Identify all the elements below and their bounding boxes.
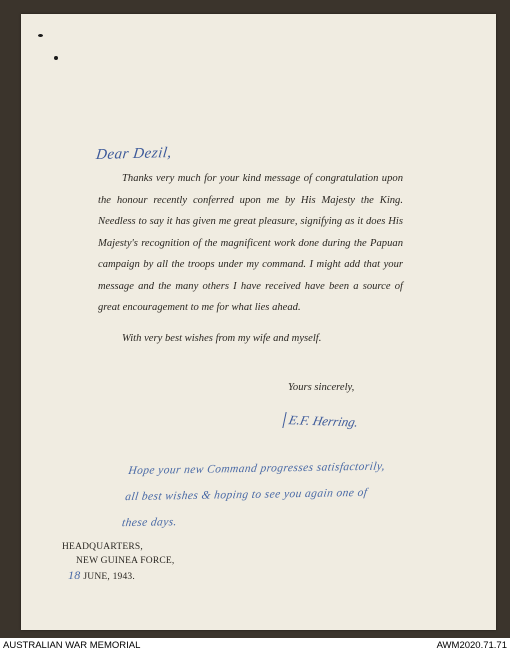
postscript-line: all best wishes & hoping to see you again one of (124, 486, 369, 504)
address-line: HEADQUARTERS, (62, 542, 143, 552)
closing-line: Yours sincerely, (288, 382, 355, 393)
body-paragraph: With very best wishes from my wife and myself. (122, 332, 322, 344)
letter-body (98, 168, 403, 349)
signature: E.F. Herring. (282, 412, 359, 430)
address-line: NEW GUINEA FORCE, (76, 556, 175, 566)
postscript-line: these days. (121, 516, 178, 530)
handwritten-postscript (120, 452, 490, 536)
salutation: Dear Dezil, (95, 145, 173, 163)
postscript-line: Hope your new Command progresses satisfactorily, (127, 460, 386, 478)
punch-hole-mark (38, 34, 43, 37)
footer-accession-number: AWM2020.71.71 (436, 640, 507, 651)
date-day-handwritten: 18 (68, 568, 81, 582)
punch-hole-mark (54, 56, 58, 60)
body-paragraph: Thanks very much for your kind message of congratulation upon the honour recently conferred upon me by His Majesty the King. Needless to say it has given me great pleasure, signifying as it does His Majesty's recognition of the magnificent work done during the Papuan campaign by all the troops under my command. I might add that your message and the many others I have received have been a source of great encouragement to me for what lies ahead. (98, 173, 403, 313)
date-text: JUNE, 1943. (83, 572, 135, 582)
footer-bar (0, 638, 510, 653)
sender-address (62, 540, 175, 584)
footer-credit: AUSTRALIAN WAR MEMORIAL (3, 640, 141, 651)
letter-date (62, 568, 175, 584)
